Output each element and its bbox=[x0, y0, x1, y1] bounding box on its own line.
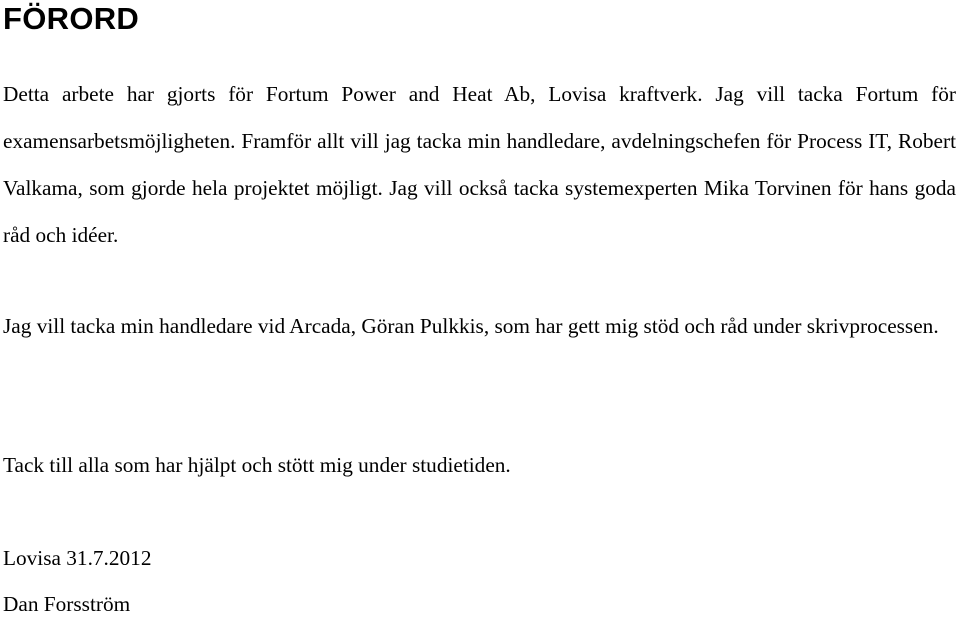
paragraph-acknowledgement-general: Tack till alla som har hjälpt och stött mig under studietiden. bbox=[3, 453, 511, 477]
signature-author-name: Dan Forsström bbox=[3, 592, 131, 616]
paragraph-acknowledgement-fortum: Detta arbete har gjorts för Fortum Power and Heat Ab, Lovisa kraftverk. Jag vill tacka Fortum för examensarbetsmöjligheten. Framför allt vill jag tacka min handledare, avdelningschefen för Process IT, Robert Valkama, som gjorde hela projektet möjligt. Jag vill också tacka systemexperten Mika Torvinen för hans goda råd och idéer. bbox=[3, 82, 956, 247]
paragraph-acknowledgement-arcada: Jag vill tacka min handledare vid Arcada, Göran Pulkkis, som har gett mig stöd och råd under skrivprocessen. bbox=[3, 314, 939, 338]
signature-place-date: Lovisa 31.7.2012 bbox=[3, 546, 152, 570]
page-title: FÖRORD bbox=[3, 1, 140, 36]
